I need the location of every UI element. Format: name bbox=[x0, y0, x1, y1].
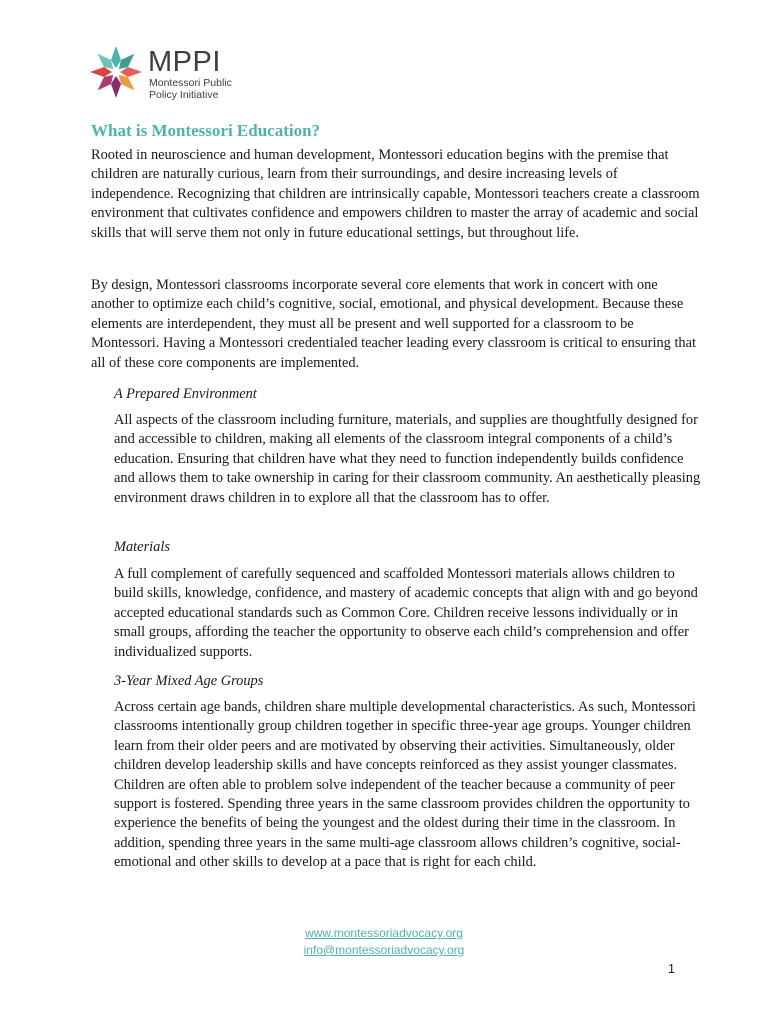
logo-wordmark: MPPI bbox=[148, 46, 221, 78]
email-link[interactable]: info@montessoriadvocacy.org bbox=[303, 943, 465, 957]
section-body-mixed-age-groups: Across certain age bands, children share multiple developmental characteristics. As such, Montessori classrooms intentionally group children together in specific three-year age groups. Younger children learn from their older peers and are motivated by observing their activities. Simultaneously, older children develop leadership skills and have concepts reinforced as they assist younger classmates. Children are often able to problem solve independent of the teacher because a community of peer support is fostered. Spending three years in the same classroom provides children the opportunity to experience the benefits of being the youngest and the oldest during their time in the classroom. In addition, spending three years in the same multi-age classroom allows children’s cognitive, social-emotional and other skills to develop at a pace that is right for each child. bbox=[114, 699, 696, 871]
section-body-prepared-environment: All aspects of the classroom including furniture, materials, and supplies are thoughtfully designed for and accessible to children, making all elements of the classroom integral components of a child’s education. Ensuring that children have what they need to function independently builds confidence and allows them to take ownership in caring for their classroom community. An aesthetically pleasing environment draws children in to explore all that the classroom has to offer. bbox=[114, 412, 701, 506]
website-link[interactable]: www.montessoriadvocacy.org bbox=[305, 926, 463, 940]
intro-paragraph: By design, Montessori classrooms incorporate several core elements that work in concert with one another to optimize each child’s cognitive, social, emotional, and physical development. Because these elements are interdependent, they must all be present and well supported for a classroom to be Montessori. Having a Montessori credentialed teacher leading every classroom is critical to ensuring that all of these core components are implemented. bbox=[91, 277, 697, 371]
section-heading-mixed-age-groups: 3-Year Mixed Age Groups bbox=[114, 673, 264, 689]
intro-paragraph: Rooted in neuroscience and human development, Montessori education begins with the premise that children are naturally curious, learn from their surroundings, and desire increasing levels of independence. Recognizing that children are intrinsically capable, Montessori teachers create a classroom environment that cultivates confidence and empowers children to master the array of academic and social skills that will serve them not only in future educational settings, but throughout life. bbox=[91, 147, 700, 241]
logo-subtitle bbox=[149, 77, 259, 101]
page-title: What is Montessori Education? bbox=[91, 121, 321, 140]
mppi-logo bbox=[88, 44, 288, 104]
section-body-materials: A full complement of carefully sequenced and scaffolded Montessori materials allows children to build skills, knowledge, confidence, and mastery of academic concepts that align with and go beyond accepted educational standards such as Common Core. Children receive lessons individually or in small groups, affording the teacher the opportunity to observe each child’s comprehension and offer individualized supports. bbox=[114, 566, 698, 660]
flower-logo-icon bbox=[88, 44, 144, 100]
section-heading-materials: Materials bbox=[114, 539, 170, 555]
page-number: 1 bbox=[668, 962, 675, 976]
logo-subtitle-line1: Montessori Public bbox=[149, 77, 232, 89]
footer-contact bbox=[0, 925, 768, 959]
section-heading-prepared-environment: A Prepared Environment bbox=[114, 386, 257, 402]
logo-subtitle-line2: Policy Initiative bbox=[149, 89, 219, 101]
